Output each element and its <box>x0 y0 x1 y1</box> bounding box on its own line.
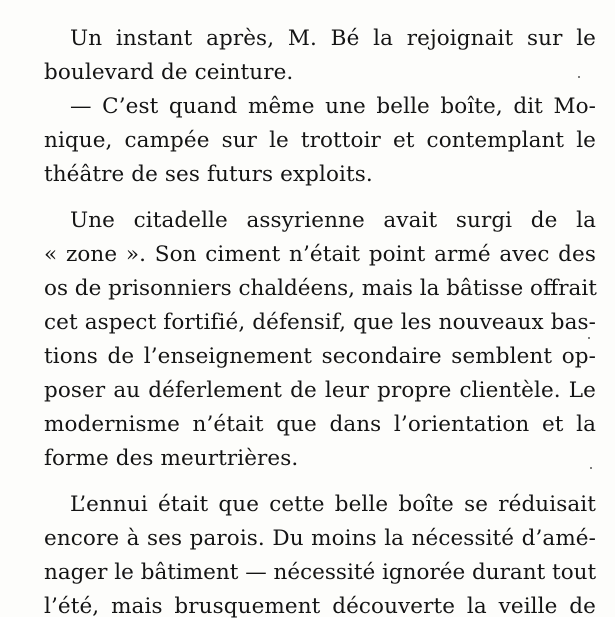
text-line: nique, campée sur le trottoir et contemplant le <box>44 128 596 153</box>
paragraph-3 <box>44 204 596 476</box>
paragraph-spacing <box>44 476 596 488</box>
print-speck <box>578 76 580 78</box>
text-line: Un instant après, M. Bé la rejoignait sur le <box>70 26 596 51</box>
text-line: boulevard de ceinture. <box>44 60 294 85</box>
page-text <box>44 22 596 624</box>
text-line: théâtre de ses futurs exploits. <box>44 162 373 187</box>
text-line: modernisme n’était que dans l’orientation et la <box>44 412 596 437</box>
paragraph-4 <box>44 488 596 624</box>
text-line: — C’est quand même une belle boîte, dit Mo- <box>70 94 596 119</box>
text-line: L’ennui était que cette belle boîte se réduisait <box>70 492 596 517</box>
text-line: forme des meurtrières. <box>44 446 299 471</box>
text-line: encore à ses parois. Du moins la nécessité d’amé- <box>44 526 596 551</box>
paragraph-spacing <box>44 192 596 204</box>
text-line: nager le bâtiment — nécessité ignorée durant tout <box>44 560 597 585</box>
paragraph-2 <box>44 90 596 192</box>
text-line: Une citadelle assyrienne avait surgi de la <box>70 208 596 233</box>
text-line: tions de l’enseignement secondaire semblent op- <box>44 344 596 369</box>
text-line: l’été, mais brusquement découverte la veille de <box>44 594 596 619</box>
text-line: poser au déferlement de leur propre clientèle. Le <box>44 378 596 403</box>
print-speck <box>590 467 592 469</box>
print-speck <box>588 337 590 339</box>
paragraph-1 <box>44 22 596 90</box>
text-line: os de prisonniers chaldéens, mais la bâtisse offrait <box>44 276 597 301</box>
text-line: cet aspect fortifié, défensif, que les nouveaux bas- <box>44 310 596 335</box>
text-line: « zone ». Son ciment n’était point armé avec des <box>44 242 596 267</box>
